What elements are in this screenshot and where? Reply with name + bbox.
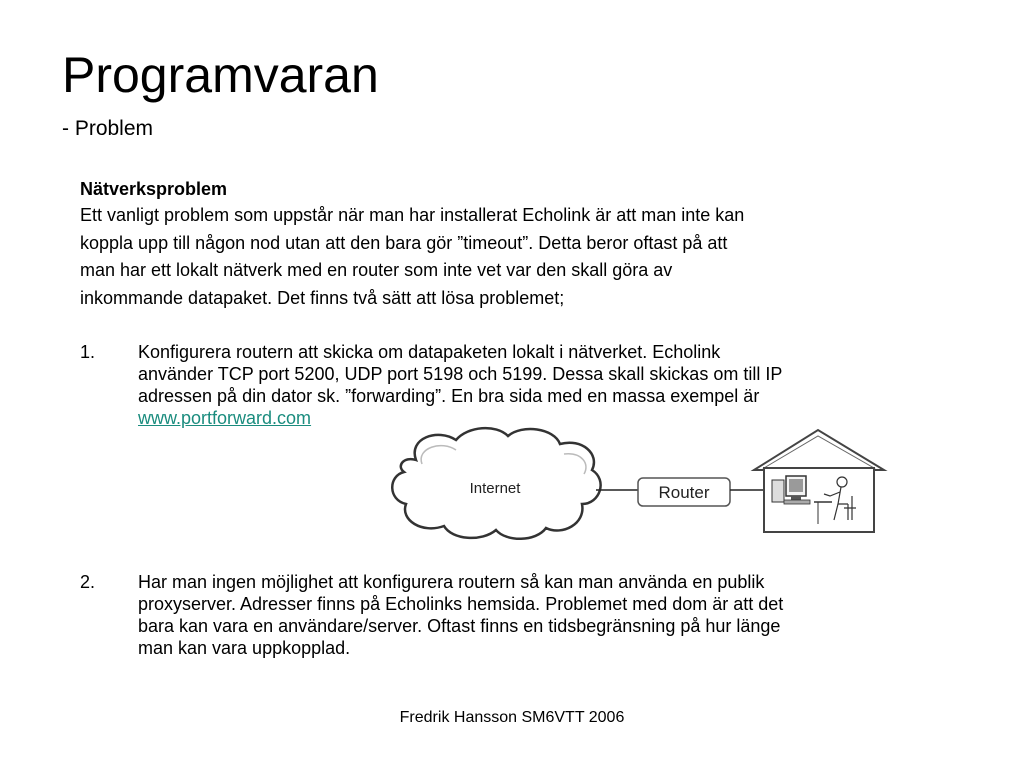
list-item-number: 1. xyxy=(80,342,96,362)
cloud-icon xyxy=(392,428,600,539)
portforward-link[interactable]: www.portforward.com xyxy=(138,408,312,428)
list-item-line: proxyserver. Adresser finns på Echolinks hemsida. Problemet med dom är att det xyxy=(138,594,784,614)
intro-line: inkommande datapaket. Det finns två sätt att lösa problemet; xyxy=(80,287,565,308)
intro-line: koppla upp till någon nod utan att den bara gör ”timeout”. Detta beror oftast på att xyxy=(80,232,728,253)
list-item-number: 2. xyxy=(80,572,96,592)
intro-paragraph xyxy=(80,202,960,312)
list-item-line: Har man ingen möjlighet att konfigurera routern så kan man använda en publik xyxy=(138,572,765,592)
cloud-label: Internet xyxy=(469,480,521,497)
list-item-text xyxy=(138,571,968,659)
intro-line: Ett vanligt problem som uppstår när man har installerat Echolink är att man inte kan xyxy=(80,205,745,225)
computer-icon xyxy=(772,476,810,504)
intro-line: man har ett lokalt nätverk med en router som inte vet var den skall göra av xyxy=(80,260,673,280)
network-diagram xyxy=(386,424,892,542)
list-item-line: adressen på din dator sk. ”forwarding”. En bra sida med en massa exempel är xyxy=(138,386,760,406)
slide-title: Programvaran xyxy=(62,47,379,103)
slide-footer xyxy=(0,708,1024,728)
list-item-line: man kan vara uppkopplad. xyxy=(138,638,351,658)
slide-subtitle: - Problem xyxy=(62,117,154,140)
footer-text: Fredrik Hansson SM6VTT 2006 xyxy=(399,709,625,726)
router-label: Router xyxy=(658,483,710,502)
list-item-text xyxy=(138,341,968,429)
list-item-line: Konfigurera routern att skicka om datapaketen lokalt i nätverket. Echolink xyxy=(138,342,721,362)
section-heading: Nätverksproblem xyxy=(80,179,228,199)
list-item-line: bara kan vara en användare/server. Oftast finns en tidsbegränsning på hur länge xyxy=(138,616,781,636)
router-box xyxy=(638,478,730,506)
list-item-line: använder TCP port 5200, UDP port 5198 och 5199. Dessa skall skickas om till IP xyxy=(138,364,783,384)
